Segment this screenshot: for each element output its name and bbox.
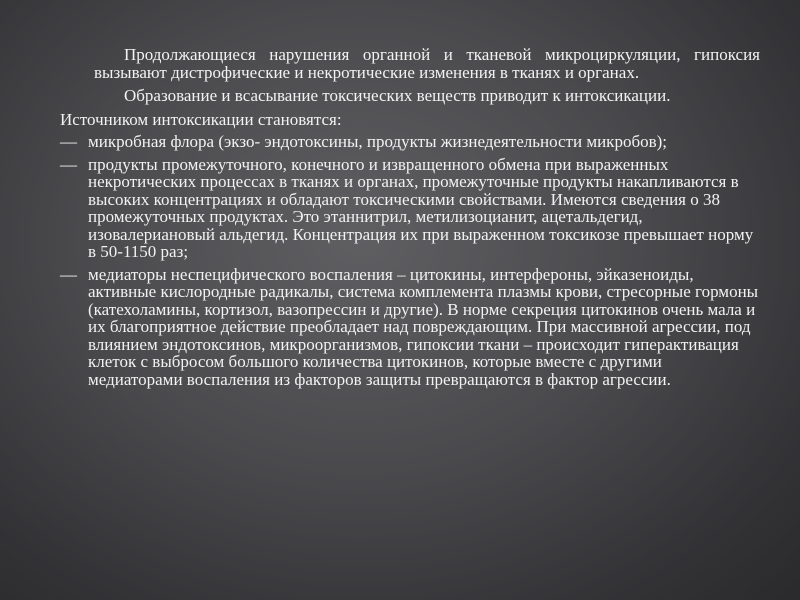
bullet-dash: — — [60, 264, 77, 284]
paragraph-microcirculation: Продолжающиеся нарушения органной и тканевой микроциркуляции, гипоксия вызывают дистрофические и некротические изменения в тканях и органах. — [94, 45, 760, 82]
bullet-dash: — — [60, 132, 77, 151]
list-item — [60, 266, 760, 389]
slide-body — [60, 46, 760, 388]
bullet-text-microbial-flora: микробная флора (экзо- эндотоксины, продукты жизнедеятельности микробов); — [88, 132, 668, 151]
bullet-dash: — — [60, 154, 77, 174]
bullet-text-inflammation-mediators: медиаторы неспецифического воспаления – цитокины, интерфероны, эйказеноиды, активные кислородные радикалы, система комплемента плазмы крови, стресорные гормоны (катехоламины, кортизол, вазопрессин и другие). В норме секреция цитокинов очень мала и их благоприятное действие преобладает над повреждающим. При массивной агрессии, под влиянием эндотоксинов, микроорганизмов, гипоксии ткани – происходит гиперактивация клеток с выбросом большого количества цитокинов, которые вместе с другими медиаторами воспаления из факторов защиты превращаются в фактор агрессии. — [88, 264, 759, 389]
list-item — [60, 133, 760, 151]
paragraph-toxic-substances: Образование и всасывание токсических веществ приводит к интоксикации. — [124, 86, 671, 105]
list-item — [60, 156, 760, 261]
intoxication-sources-heading: Источником интоксикации становятся: — [60, 109, 342, 129]
bullet-text-metabolism-products: продукты промежуточного, конечного и извращенного обмена при выраженных некротических процессах в тканях и органах, промежуточные продукты накапливаются в высоких концентрациях и обладают токсическими свойствами. Имеются сведения о 38 промежуточных продуктах. Это этаннитрил, метилизоцианит, ацетальдегид, изовалериановый альдегид. Концентрация их при выраженном токсикозе превышает норму в 50-1150 раз; — [88, 154, 754, 261]
